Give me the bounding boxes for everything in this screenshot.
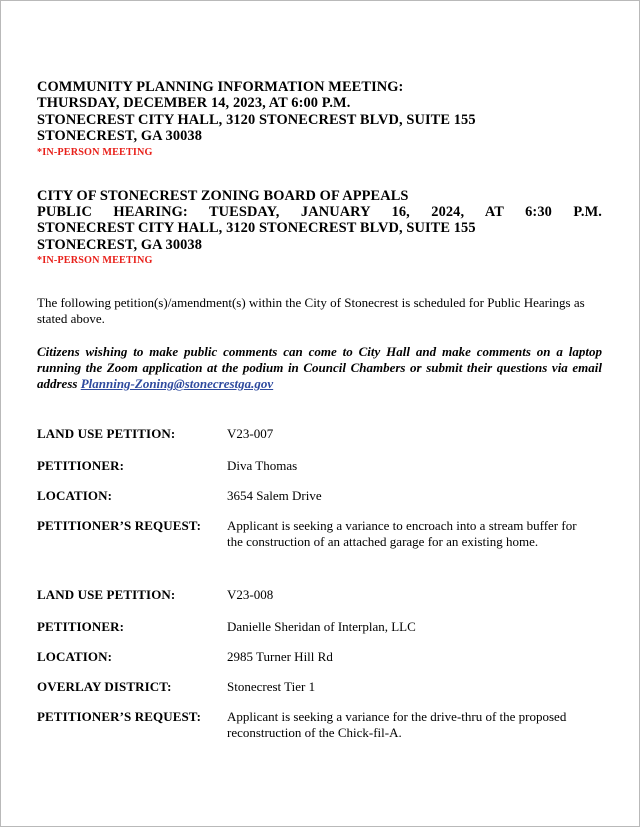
location-label: LOCATION: — [37, 649, 113, 665]
table-row — [37, 679, 602, 695]
citizens-comment-notice — [37, 344, 602, 392]
table-row — [37, 426, 602, 442]
petitioners-request-label: PETITIONER’S REQUEST: — [37, 518, 202, 534]
notice-1-line-2: THURSDAY, DECEMBER 14, 2023, AT 6:00 P.M. — [37, 95, 351, 112]
zoning-board-of-appeals-notice — [37, 188, 602, 268]
petitioner-label: PETITIONER: — [37, 619, 125, 635]
notice-2-line-4: STONECREST, GA 30038 — [37, 236, 203, 253]
citizens-notice-text: Citizens wishing to make public comments can come to City Hall and make comments on a laptop running the Zoom application at the podium in Council Chambers or submit their questions via email address — [37, 344, 602, 392]
request-line-2: reconstruction of the Chick-fil-A. — [227, 725, 402, 741]
notice-1-in-person-flag: *IN-PERSON MEETING — [37, 146, 153, 158]
request-line-1: Applicant is seeking a variance to encroach into a stream buffer for — [227, 518, 577, 534]
notice-2-line-1: CITY OF STONECREST ZONING BOARD OF APPEALS — [37, 187, 409, 204]
table-row — [37, 649, 602, 665]
notice-2-line-2: PUBLIC HEARING: TUESDAY, JANUARY 16, 2024, AT 6:30 P.M. — [37, 204, 602, 221]
location-value: 2985 Turner Hill Rd — [227, 649, 333, 665]
request-line-2: the construction of an attached garage for an existing home. — [227, 534, 539, 550]
petitioners-request-value — [227, 518, 602, 550]
land-use-petition-value: V23-008 — [227, 587, 274, 603]
table-row — [37, 619, 602, 635]
petitioner-value: Danielle Sheridan of Interplan, LLC — [227, 619, 416, 635]
overlay-district-value: Stonecrest Tier 1 — [227, 679, 316, 695]
intro-paragraph: The following petition(s)/amendment(s) within the City of Stonecrest is scheduled for Public Hearings as stated above. — [37, 295, 585, 326]
notice-2-in-person-flag: *IN-PERSON MEETING — [37, 255, 153, 267]
table-row — [37, 587, 602, 603]
planning-zoning-email-link[interactable]: Planning-Zoning@stonecrestga.gov — [80, 376, 274, 392]
document-content — [37, 79, 602, 741]
land-use-petition-value: V23-007 — [227, 426, 274, 442]
petitioners-request-label: PETITIONER’S REQUEST: — [37, 709, 202, 725]
overlay-district-label: OVERLAY DISTRICT: — [37, 679, 172, 695]
notice-1-line-4: STONECREST, GA 30038 — [37, 128, 203, 145]
community-planning-meeting-notice — [37, 79, 602, 159]
request-line-1: Applicant is seeking a variance for the drive-thru of the proposed — [227, 709, 567, 725]
petitioners-request-value — [227, 709, 602, 741]
land-use-petition-label: LAND USE PETITION: — [37, 587, 176, 603]
location-label: LOCATION: — [37, 488, 113, 504]
table-row — [37, 458, 602, 474]
table-row — [37, 518, 602, 550]
petition-block-v23-007 — [37, 426, 602, 550]
table-row — [37, 488, 602, 504]
location-value: 3654 Salem Drive — [227, 488, 322, 504]
notice-block-spacer — [37, 175, 602, 188]
petitioner-value: Diva Thomas — [227, 458, 298, 474]
notice-1-line-1: COMMUNITY PLANNING INFORMATION MEETING: — [37, 79, 404, 95]
land-use-petition-label: LAND USE PETITION: — [37, 426, 176, 442]
table-row — [37, 709, 602, 741]
petition-block-v23-008 — [37, 587, 602, 741]
notice-2-line-3: STONECREST CITY HALL, 3120 STONECREST BLVD, SUITE 155 — [37, 220, 476, 237]
petitioner-label: PETITIONER: — [37, 458, 125, 474]
notice-1-line-3: STONECREST CITY HALL, 3120 STONECREST BLVD, SUITE 155 — [37, 111, 476, 128]
